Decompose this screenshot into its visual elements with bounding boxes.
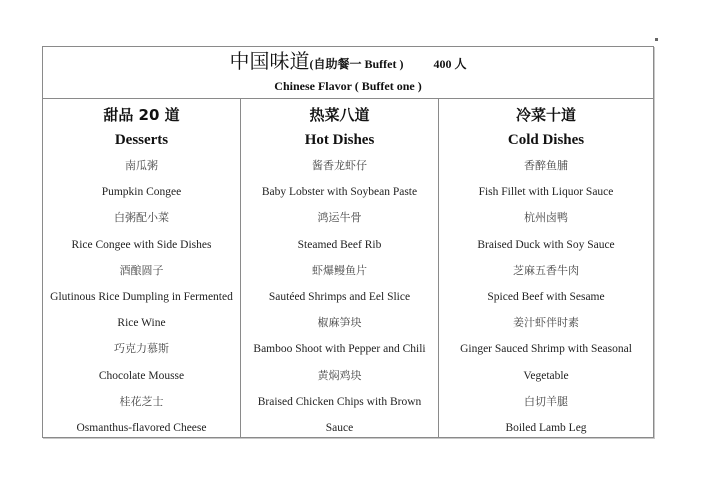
dish-line: Spiced Beef with Sesame — [487, 290, 605, 303]
dish-line: 酱香龙虾仔 — [312, 159, 367, 172]
dish-list — [241, 153, 438, 441]
title-buffet-label: (自助餐一 Buffet ) — [309, 57, 404, 71]
dish-line: Bamboo Shoot with Pepper and Chili — [253, 343, 426, 356]
column-heading-en: Desserts — [114, 132, 169, 148]
dish-line: Osmanthus-flavored Cheese — [76, 421, 207, 434]
buffet-menu-table — [42, 46, 654, 438]
column-heading-cn: 冷菜十道 — [515, 106, 576, 124]
dish-line: Pumpkin Congee — [101, 186, 182, 199]
column-hot-dishes — [241, 99, 439, 437]
column-heading-en: Hot Dishes — [304, 132, 375, 148]
dish-line: Braised Duck with Soy Sauce — [477, 238, 615, 251]
dish-line: Rice Congee with Side Dishes — [71, 238, 212, 251]
dish-line: Fish Fillet with Liquor Sauce — [478, 186, 614, 199]
column-desserts — [43, 99, 241, 437]
dish-line: Sautéed Shrimps and Eel Slice — [268, 290, 411, 303]
title-chinese: 中国味道 — [229, 49, 310, 73]
dish-line: 南瓜粥 — [125, 159, 158, 172]
dish-line: Baby Lobster with Soybean Paste — [261, 186, 418, 199]
dish-line: 桂花芝士 — [119, 394, 164, 408]
dish-line: 姜汁虾伴时素 — [513, 316, 579, 330]
dish-list — [43, 153, 240, 441]
column-heading-cn: 热菜八道 — [309, 106, 370, 124]
column-heading-cn: 甜品 20 道 — [103, 106, 180, 124]
dish-line: 香醉鱼脯 — [524, 159, 568, 172]
dish-line: 白粥配小菜 — [114, 211, 169, 225]
dish-line: 芝麻五香牛肉 — [513, 263, 579, 277]
dish-line: Chocolate Mousse — [98, 369, 185, 382]
dish-list — [439, 153, 653, 441]
dish-line: 黄焖鸡块 — [317, 368, 362, 382]
menu-title-block — [43, 47, 653, 99]
dish-line: 椒麻笋块 — [317, 316, 362, 330]
guest-count: 400 人 — [433, 57, 467, 71]
dish-line: Glutinous Rice Dumpling in Fermented — [50, 290, 233, 303]
dish-line: 酒酿圆子 — [119, 263, 164, 277]
dish-line: 杭州卤鸭 — [524, 211, 568, 225]
dish-line: Sauce — [325, 421, 354, 434]
column-heading-en: Cold Dishes — [507, 132, 585, 148]
dish-line: Ginger Sauced Shrimp with Seasonal — [460, 343, 632, 356]
dish-line: Boiled Lamb Leg — [505, 421, 587, 434]
menu-columns — [43, 99, 653, 437]
menu-subtitle: Chinese Flavor ( Buffet one ) — [274, 79, 422, 93]
dish-line: 巧克力慕斯 — [114, 342, 169, 356]
column-cold-dishes — [439, 99, 653, 437]
dish-line: Vegetable — [523, 369, 569, 382]
dish-line: Steamed Beef Rib — [297, 238, 382, 251]
dish-line: 虾爆鳗鱼片 — [312, 263, 367, 277]
menu-title — [43, 50, 653, 75]
dish-line: Braised Chicken Chips with Brown — [257, 395, 422, 408]
dish-line: Rice Wine — [117, 317, 166, 330]
dish-line: 鸿运牛骨 — [317, 211, 362, 225]
dish-line: 白切羊腿 — [524, 394, 568, 408]
corner-mark — [655, 38, 658, 41]
